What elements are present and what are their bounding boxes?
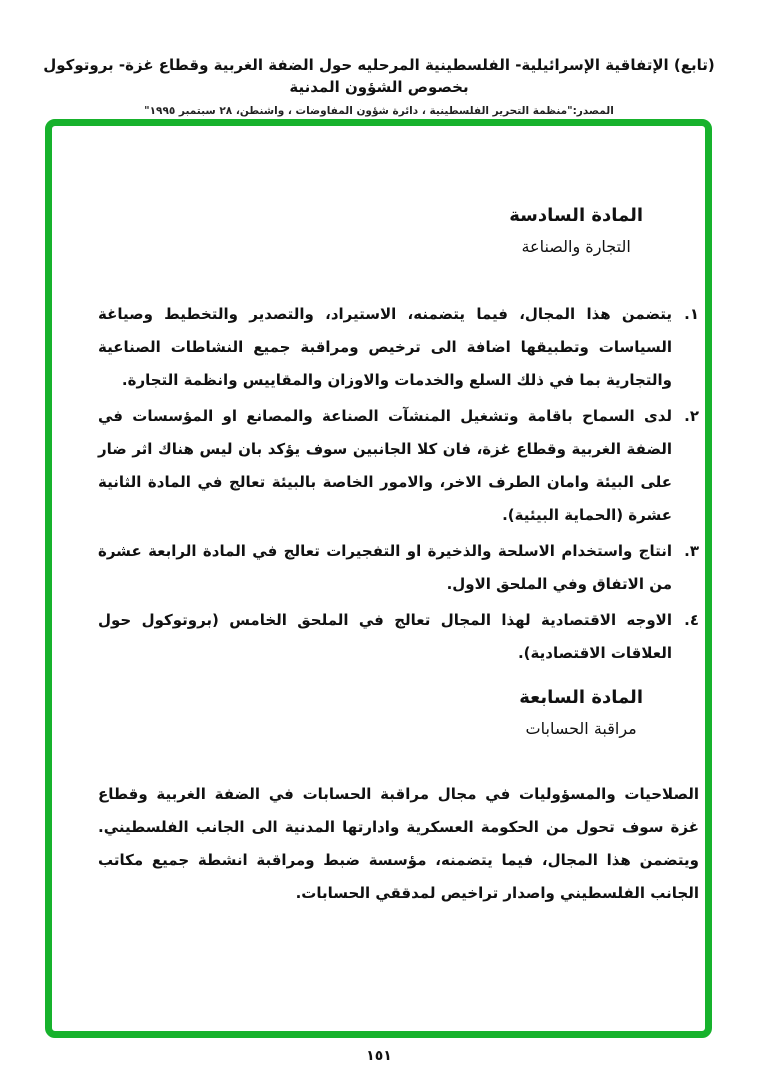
article-six-heading	[509, 204, 643, 258]
list-item	[98, 298, 699, 397]
document-body	[52, 126, 705, 1031]
list-item	[98, 604, 699, 670]
list-item	[98, 400, 699, 532]
document-source-line: المصدر:"منظمة التحرير الفلسطينية ، دائرة شؤون المفاوضات ، واشنطن، ٢٨ سبتمبر ١٩٩٥"	[144, 105, 614, 117]
item-text: لدى السماح باقامة وتشغيل المنشآت الصناعة والمصانع او المؤسسات في الضفة الغربية وقطاع غزة، فان كلا الجانبين سوف يؤكد بان ليس هناك اثر ضار على البيئة وامان الطرف الاخر، والامور الخاصة بالبيئة تعالج في المادة الثانية عشرة (الحماية البيئية).	[98, 407, 672, 524]
item-number: ٣.	[684, 542, 699, 560]
article-seven-heading	[519, 686, 643, 740]
document-header	[0, 54, 758, 117]
page-number: ١٥١	[366, 1048, 392, 1064]
list-item	[98, 535, 699, 601]
article-seven-body: الصلاحيات والمسؤوليات في مجال مراقبة الحسابات في الضفة الغربية وقطاع غزة سوف تحول من الحكومة العسكرية وادارتها المدنية الى الجانب الفلسطيني. ويتضمن هذا المجال، فيما يتضمنه، مؤسسة ضبط ومراقبة انشطة جميع مكاتب الجانب الفلسطيني واصدار تراخيص لمدققي الحسابات.	[98, 785, 699, 902]
article-seven-title: المادة السابعة	[519, 687, 643, 708]
item-number: ١.	[684, 305, 699, 323]
item-text: انتاج واستخدام الاسلحة والذخيرة او التفجيرات تعالج في المادة الرابعة عشرة من الاتفاق وفي الملحق الاول.	[98, 542, 672, 593]
article-seven-subtitle: مراقبة الحسابات	[525, 719, 637, 738]
item-number: ٢.	[684, 407, 699, 425]
article-six-section	[98, 204, 699, 670]
item-text: يتضمن هذا المجال، فيما يتضمنه، الاستيراد، والتصدير والتخطيط وصياغة السياسات وتطبيقها اضافة الى ترخيص ومراقبة جميع النشاطات الصناعية والتجارية بما في ذلك السلع والخدمات والاوزان والمقاييس وانظمة التجارة.	[98, 305, 672, 389]
article-seven-section	[98, 686, 699, 910]
document-title: (تابع) الإتفاقية الإسرائيلية- الفلسطينية المرحليه حول الضفة الغربية وقطاع غزة- بروتوكول بخصوص الشؤون المدنية	[43, 56, 715, 96]
article-six-list	[98, 298, 699, 670]
article-six-title: المادة السادسة	[509, 205, 643, 226]
item-number: ٤.	[684, 611, 699, 629]
content-border-frame	[45, 119, 712, 1038]
item-text: الاوجه الاقتصادية لهذا المجال تعالج في الملحق الخامس (بروتوكول حول العلاقات الاقتصادية).	[98, 611, 672, 662]
article-six-subtitle: التجارة والصناعة	[521, 237, 631, 256]
